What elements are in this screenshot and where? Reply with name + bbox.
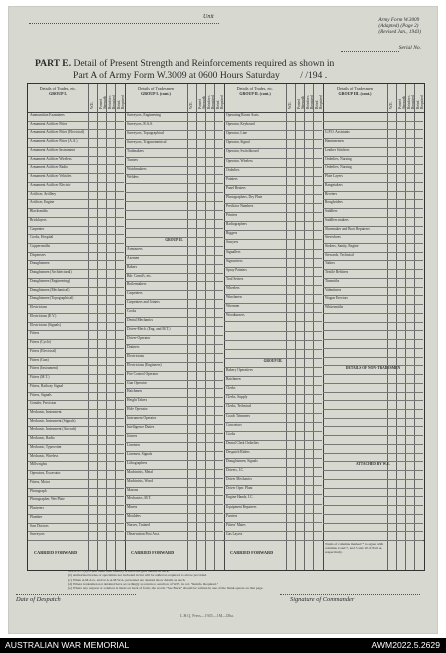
footer-institution: AUSTRALIAN WAR MEMORIAL [5,640,130,650]
sub-column-header: Posted Strength [398,96,406,109]
table-row-label: Farriers [226,513,238,518]
heading-line-1: Detail of Present Strength and Reinforcements required as shown in [73,58,335,69]
table-row-label: Surveyors [30,532,45,537]
table-row-label: Fitters (Gun) [30,357,49,362]
table-row-label: Coppersmiths [30,244,50,249]
army-form-adapted: (Adapted) (Page 2) [378,23,419,29]
table-row-label: Surveyors, Engineering [127,113,161,117]
table-row-label: Millwrights [30,462,47,467]
carried-forward-label: CARRIED FORWARD [34,550,78,555]
table-row-label: Stewards, Technical [325,252,354,257]
table-row-line [323,121,423,122]
table-row-line [125,540,223,541]
table-row-label: Machinists, Metal [127,469,153,474]
table-row-line [323,488,423,489]
table-row-label: Plate Layers [325,174,343,179]
table-row-label: Driver Oper. Plant [226,486,253,491]
table-row-label: Machinists, Wood [127,478,153,483]
table-row-line [323,540,423,541]
column-header-group: GROUP I. (cont.) [141,91,171,96]
table-row-label: Spray Painters [226,267,247,272]
table-row-label: Painters [226,176,238,181]
table-row-label: G.P.O. Assistants [325,130,350,135]
column-header [125,86,187,96]
table-row-label: Artificer, Artillery [30,191,57,196]
totals-note: Totals of columns marked * to agree with columns 4 and 7, and 5 and 10 of Part A, respectively. [325,542,384,554]
table-row-line [323,426,423,427]
table-row-line [323,339,423,340]
table-row-label: Shoemaker and Boot Repairers [325,226,370,231]
table-row-label: Armament Artificer Wireless [30,156,72,161]
table-row-line [125,183,223,184]
table-row-label: Photographer, Wet Plate [30,497,65,502]
column-header-group: GROUP I. [49,91,67,96]
archive-footer [0,638,446,653]
note-a: NOTES.—(a) If unit other than infantry is involved give details as back. [68,569,170,573]
column-header-title: Details of Trades, etc. [39,86,77,91]
note-b: (b) Authorized trades or specialists not included in list will be added as required to above provided. [68,573,207,578]
table-row-line [323,479,423,480]
date-of-despatch-label: Date of Despatch [16,596,61,603]
table-row-line [323,444,423,445]
sub-column-header: W.E. [288,101,292,109]
table-row-label: Joiners [127,434,138,438]
table-row-label: Dental Mechanics [127,318,154,323]
table-row-label: Instrument Operator [127,416,157,421]
table-row-label: Operators, Excavator [30,471,61,476]
column-header-group: GROUP II. (cont.) [239,91,271,96]
table-row-label: Bricklayers [30,217,47,222]
table-row-label: Electricians (E.V.) [30,313,57,318]
table-row-label: GROUP III. [263,358,283,363]
table-row-label: Armament Artificer Electric [30,182,71,187]
sub-column-header: Posted Strength [198,96,206,109]
table-row-label: Mechanic, Instrument (Signals) [30,418,76,423]
table-row-label: Photograph [30,488,47,493]
table-row-label: Blacksmiths [30,209,48,214]
table-row-label: Armament Artificer Radio [30,165,68,170]
table-row-label: Welders [127,175,139,180]
table-row-label: Linemen, Signals [127,451,153,456]
table-row-label: Cooks [127,309,137,314]
table-row-label: Armourers [127,246,143,251]
table-row-label: Toolmakers [127,148,144,153]
table-row-label: Mechanic, Typewriter [30,444,62,449]
table-row-line [323,453,423,454]
table-row-label: Mechanic, Instrument [30,409,62,414]
carried-forward-label: CARRIED FORWARD [230,550,274,555]
column-header [28,86,88,96]
table-row-line [125,210,223,211]
table-row-line [323,330,423,331]
table-row-label: Tailors [325,261,335,266]
table-row-label: Operator, Switchboard [226,149,259,154]
table-row-line [323,496,423,497]
table-row-label: Grinder, Precision [30,401,57,406]
table-row-label: Despatch Riders [226,449,250,454]
sub-column-header: W.E. [389,101,393,109]
table-row-label: Mechanic, Wireless [30,453,59,458]
table-row-label: Photographers, Dry Plate [226,194,263,199]
table-row-line [323,313,423,314]
table-row-label: Saddlers [325,209,338,214]
table-row-label: Hatchmen [127,389,142,394]
sub-column-header: Reinf. Required [117,95,125,109]
table-row-label: Equipment Repairers [226,504,257,509]
signature-of-commander-label: Signature of Commander [290,596,355,603]
table-row-label: Bakers [127,264,137,269]
heading-part: PART E. [35,58,72,69]
table-row-label: Wiremen [226,304,240,309]
table-row-line [323,418,423,419]
unit-line [29,13,219,24]
table-row-label: Driver-Operator [127,335,151,340]
table-row-label: Cooks, Hospital [30,235,54,240]
form-heading [35,58,425,82]
table-row-line [125,201,223,202]
table-row-line [323,470,423,471]
table-row-label: Fitters [30,331,40,336]
table-row-line [224,340,322,341]
table-row-label: GROUP II. [165,237,183,242]
table-row-label: Electricians (Engineers) [127,362,162,367]
table-row-label: Drainers [127,344,140,349]
table-row-label: Moulders [127,514,141,519]
sub-column-header: Posted Strength [99,96,107,109]
table-row-label: Riveters [325,191,337,196]
table-row-label: Cooks [226,431,236,436]
table-row-label: Driver Mechanics [226,477,252,482]
table-row-line [323,400,423,401]
table-row-label: Draughtsmen (Engineering) [30,278,71,283]
table-row-label: Tinsmiths [325,278,340,283]
table-row-label: Plasterers [30,506,44,511]
sub-column-header: Reinf. Required [315,95,323,109]
sub-column-header: Reinforc. Required [306,94,314,109]
table-row-label: Sawyers [226,240,239,245]
table-row-label: Concretors [226,422,242,427]
table-row-label: Coach Trimmers [226,413,251,418]
table-row-label: Intelligence Duties [127,425,155,430]
printer-imprint: L.H.Q. Press—1945—1M—Dba. [180,613,234,618]
table-row-label: Driver-Mech. (Eng. and M.T.) [127,327,171,331]
table-row-label: Tool Setters [226,276,244,281]
table-row-label: Dispensers [30,252,46,257]
table-row-line [224,349,322,350]
table-row-label: Orderlies, Nursing [325,165,352,170]
table-row-label: Electricians [30,305,47,310]
table-row-label: Draughtsmen (Mechanical) [30,287,70,292]
table-row-label: Operating Room Assts. [226,113,260,117]
table-row-label: Nurses, Trained [127,523,150,528]
table-row-label: Orderlies [226,167,240,172]
column-header-title: Details of Trades, etc. [236,86,274,91]
sub-column-header: Reinforc. Required [207,94,215,109]
table-row-label: Draughtsmen, Signals [226,459,258,464]
table-row-label: Electricians [127,353,144,358]
despatch-line [16,594,136,595]
footer-accession-number: AWM2022.5.2629 [371,640,440,650]
table-row-label: Panel Beaters [226,185,246,190]
sub-column-header: Reinf. Required [216,95,224,109]
table-row-label: Carpenters [127,291,143,296]
table-row-label: DETAILS OF NON-TRADESMEN [345,366,401,371]
sub-column-header: Reinforc. Required [108,94,116,109]
table-row-line [323,322,423,323]
table-row-label: Hammermen [325,139,344,144]
table-row-label: Woodturners [226,313,245,318]
table-row-line [224,540,322,541]
table-row-label: Height Takers [127,398,148,403]
table-row-label: Radiographers [226,222,247,227]
unit-label: Unit [203,14,214,20]
table-row-label: Fire Control Operator [127,371,159,376]
table-row-label: Hole Operator [127,407,148,412]
table-row-label: Artificer, Engine [30,200,55,205]
table-row-label: Leather Stitchers [325,147,350,152]
table-row-label: Valentiners [325,287,342,292]
table-row-label: Boilermakers [127,282,147,287]
table-row-line [323,374,423,375]
table-row-label: Watchmakers [127,166,147,171]
table-row-line [323,392,423,393]
signature-line [280,594,420,595]
table-row-label: Armament Artificer Vehicles [30,174,72,179]
table-row-label: Saddlers makers [325,217,349,222]
strength-table [27,83,425,571]
table-row-line [323,348,423,349]
table-row-label: Saw Doctors [30,523,49,528]
note-d: (d) Where tradesmen not detailed have accordingly as return to sanction of W.E. in col. "Reinfs. Required." [68,581,219,586]
table-row-label: ATTACHED BY W.E. [356,462,390,467]
table-row-label: Fitters (Cycle) [30,340,51,345]
table-row-line [28,540,124,541]
column-header [323,86,387,96]
table-row-label: Mechanics, M.T. [127,496,152,501]
table-row-label: Drivers, I.C. [226,468,244,473]
table-row-label: Linemen [127,442,140,447]
table-row-label: Gas Layers [226,531,243,536]
table-row-label: Stevedores [325,235,341,240]
table-row-label: Carpenters and Joiners [127,300,160,305]
table-row-line [323,514,423,515]
column-header-title: Details of Tradesmen [138,86,174,91]
table-row-line [323,505,423,506]
table-row-line [323,435,423,436]
table-row-label: Clerks, Technical [226,404,252,409]
table-row-label: Bdr. Comd's, etc. [127,273,152,278]
table-row-label: Batchmen [226,377,241,382]
table-row-label: Masons [127,487,139,492]
table-row-label: Operator, Keyboard [226,122,255,127]
table-row-line [323,383,423,384]
table-row-label: Fitters (Electrical) [30,348,57,353]
table-row-label: Surveyors, R.A.S. [127,121,154,126]
table-row-label: Operator, Line [226,131,248,136]
table-row-label: Armament Artificer Fitter [30,121,68,126]
table-row-line [125,228,223,229]
table-row-label: Carpenter [30,226,45,231]
table-row-label: Ammunition Examiners [30,113,65,117]
table-row-line [323,409,423,410]
table-row-label: Surveyors, Trigonometrical [127,139,167,144]
table-row-label: Fitters, Railway Signal [30,383,64,388]
sub-column-header: Reinf. Required [416,95,424,109]
table-row-label: Armament Artificer Fitter (A.A.) [30,139,78,144]
table-row-label: Fitters, Signals [30,392,52,397]
serial-label: Serial No. [398,45,421,51]
table-row-label: Whitesmiths [325,305,344,310]
heading-date: / /194 . [300,70,328,81]
table-row-label: Signwriters [226,258,243,263]
table-row-label: Fitters, Motor [30,479,50,484]
sub-column-header: Posted Strength [297,96,305,109]
notes-block [68,569,398,590]
table-row-label: Operator, Wireless [226,158,253,163]
table-row-label: Miners [127,505,138,510]
table-row-label: Wheelers [226,286,240,291]
serial-line [341,51,399,52]
table-row-label: Signallers [226,249,241,254]
sub-column-header: W.E. [90,101,94,109]
army-form-number: Army Form W.3009 [378,17,420,23]
table-row-label: Lithographers [127,460,148,465]
note-e: (e) Where any request or solution is made on back of form, the words "See Back" should be written in one of the blank spaces on that page. [68,586,264,591]
table-row-label: Surveyors, Topographical [127,130,165,135]
table-row-label: Axemen [127,255,140,260]
table-row-label: Dental Clerk Orderlies [226,440,259,445]
table-row-label: Turners [127,157,139,162]
table-row-label: Plumber [30,514,43,519]
table-row-label: Draughtsmen [30,261,50,266]
table-row-label: Engine Hands, I.C. [226,495,254,500]
table-row-label: Observation Post Asst. [127,532,160,537]
sub-column-header: Reinforc. Required [407,94,415,109]
table-row-line [125,192,223,193]
table-row-label: Gun Operator [127,380,147,385]
table-row-label: Printers [226,213,238,218]
table-row-line [224,321,322,322]
table-row-label: Fitters (M.T.) [30,375,50,380]
table-row-label: Mechanic, Radio [30,436,55,441]
table-row-line [224,331,322,332]
heading-line-2: Part A of Army Form W.3009 at 0600 Hours Saturday [73,70,280,81]
table-row-label: Armament Artificer Fitter (Electrical) [30,130,85,135]
table-row-label: Predictor Numbers [226,204,254,209]
table-row-label: Wagon Erectors [325,296,348,301]
column-header [224,86,286,96]
note-c: (c) When A.M.A.G. and/or A.A.M.W.A. personnel are desired show details as such. [68,577,186,582]
table-row-label: Clerks, Supply [226,395,248,400]
army-form-revised: (Revised Jan., 1943) [378,29,421,35]
column-header-group: GROUP III. (cont.) [338,91,372,96]
table-row-label: Draughtsmen (Architectural) [30,270,72,275]
table-row-label: Fitters' Mates [226,522,246,527]
table-row-label: Stokers, Sanity, Engine [325,244,359,249]
table-row-label: Roughriders [325,200,343,205]
sub-column-header: W.E. [189,101,193,109]
table-row-label: Draughtsmen (Topographical) [30,296,74,301]
army-form-reference [378,17,421,35]
table-row-label: Operator, Signal [226,140,250,145]
table-row-line [323,523,423,524]
table-row-line [323,531,423,532]
table-row-label: Electricians (Signals) [30,322,61,327]
column-header-title: Details of Tradesmen [337,86,373,91]
carried-forward-label: CARRIED FORWARD [131,550,175,555]
table-row-label: Mechanic, Instrument (Aircraft) [30,427,77,432]
table-row-label: Riggers [226,231,238,236]
table-row-label: Fitters (Instrument) [30,366,59,371]
table-row-label: Bakery Operatives [226,367,253,372]
table-row-label: Clerks [226,386,236,391]
table-row-label: Rangetakers [325,182,343,187]
table-row-label: Textile Refitters [325,270,349,275]
table-row-label: Winchmen [226,295,242,300]
table-row-label: Orderlies, Nursing [325,156,352,161]
table-row-line [125,219,223,220]
table-row-label: Armament Artificer Instrument [30,147,75,152]
table-row-line [323,357,423,358]
